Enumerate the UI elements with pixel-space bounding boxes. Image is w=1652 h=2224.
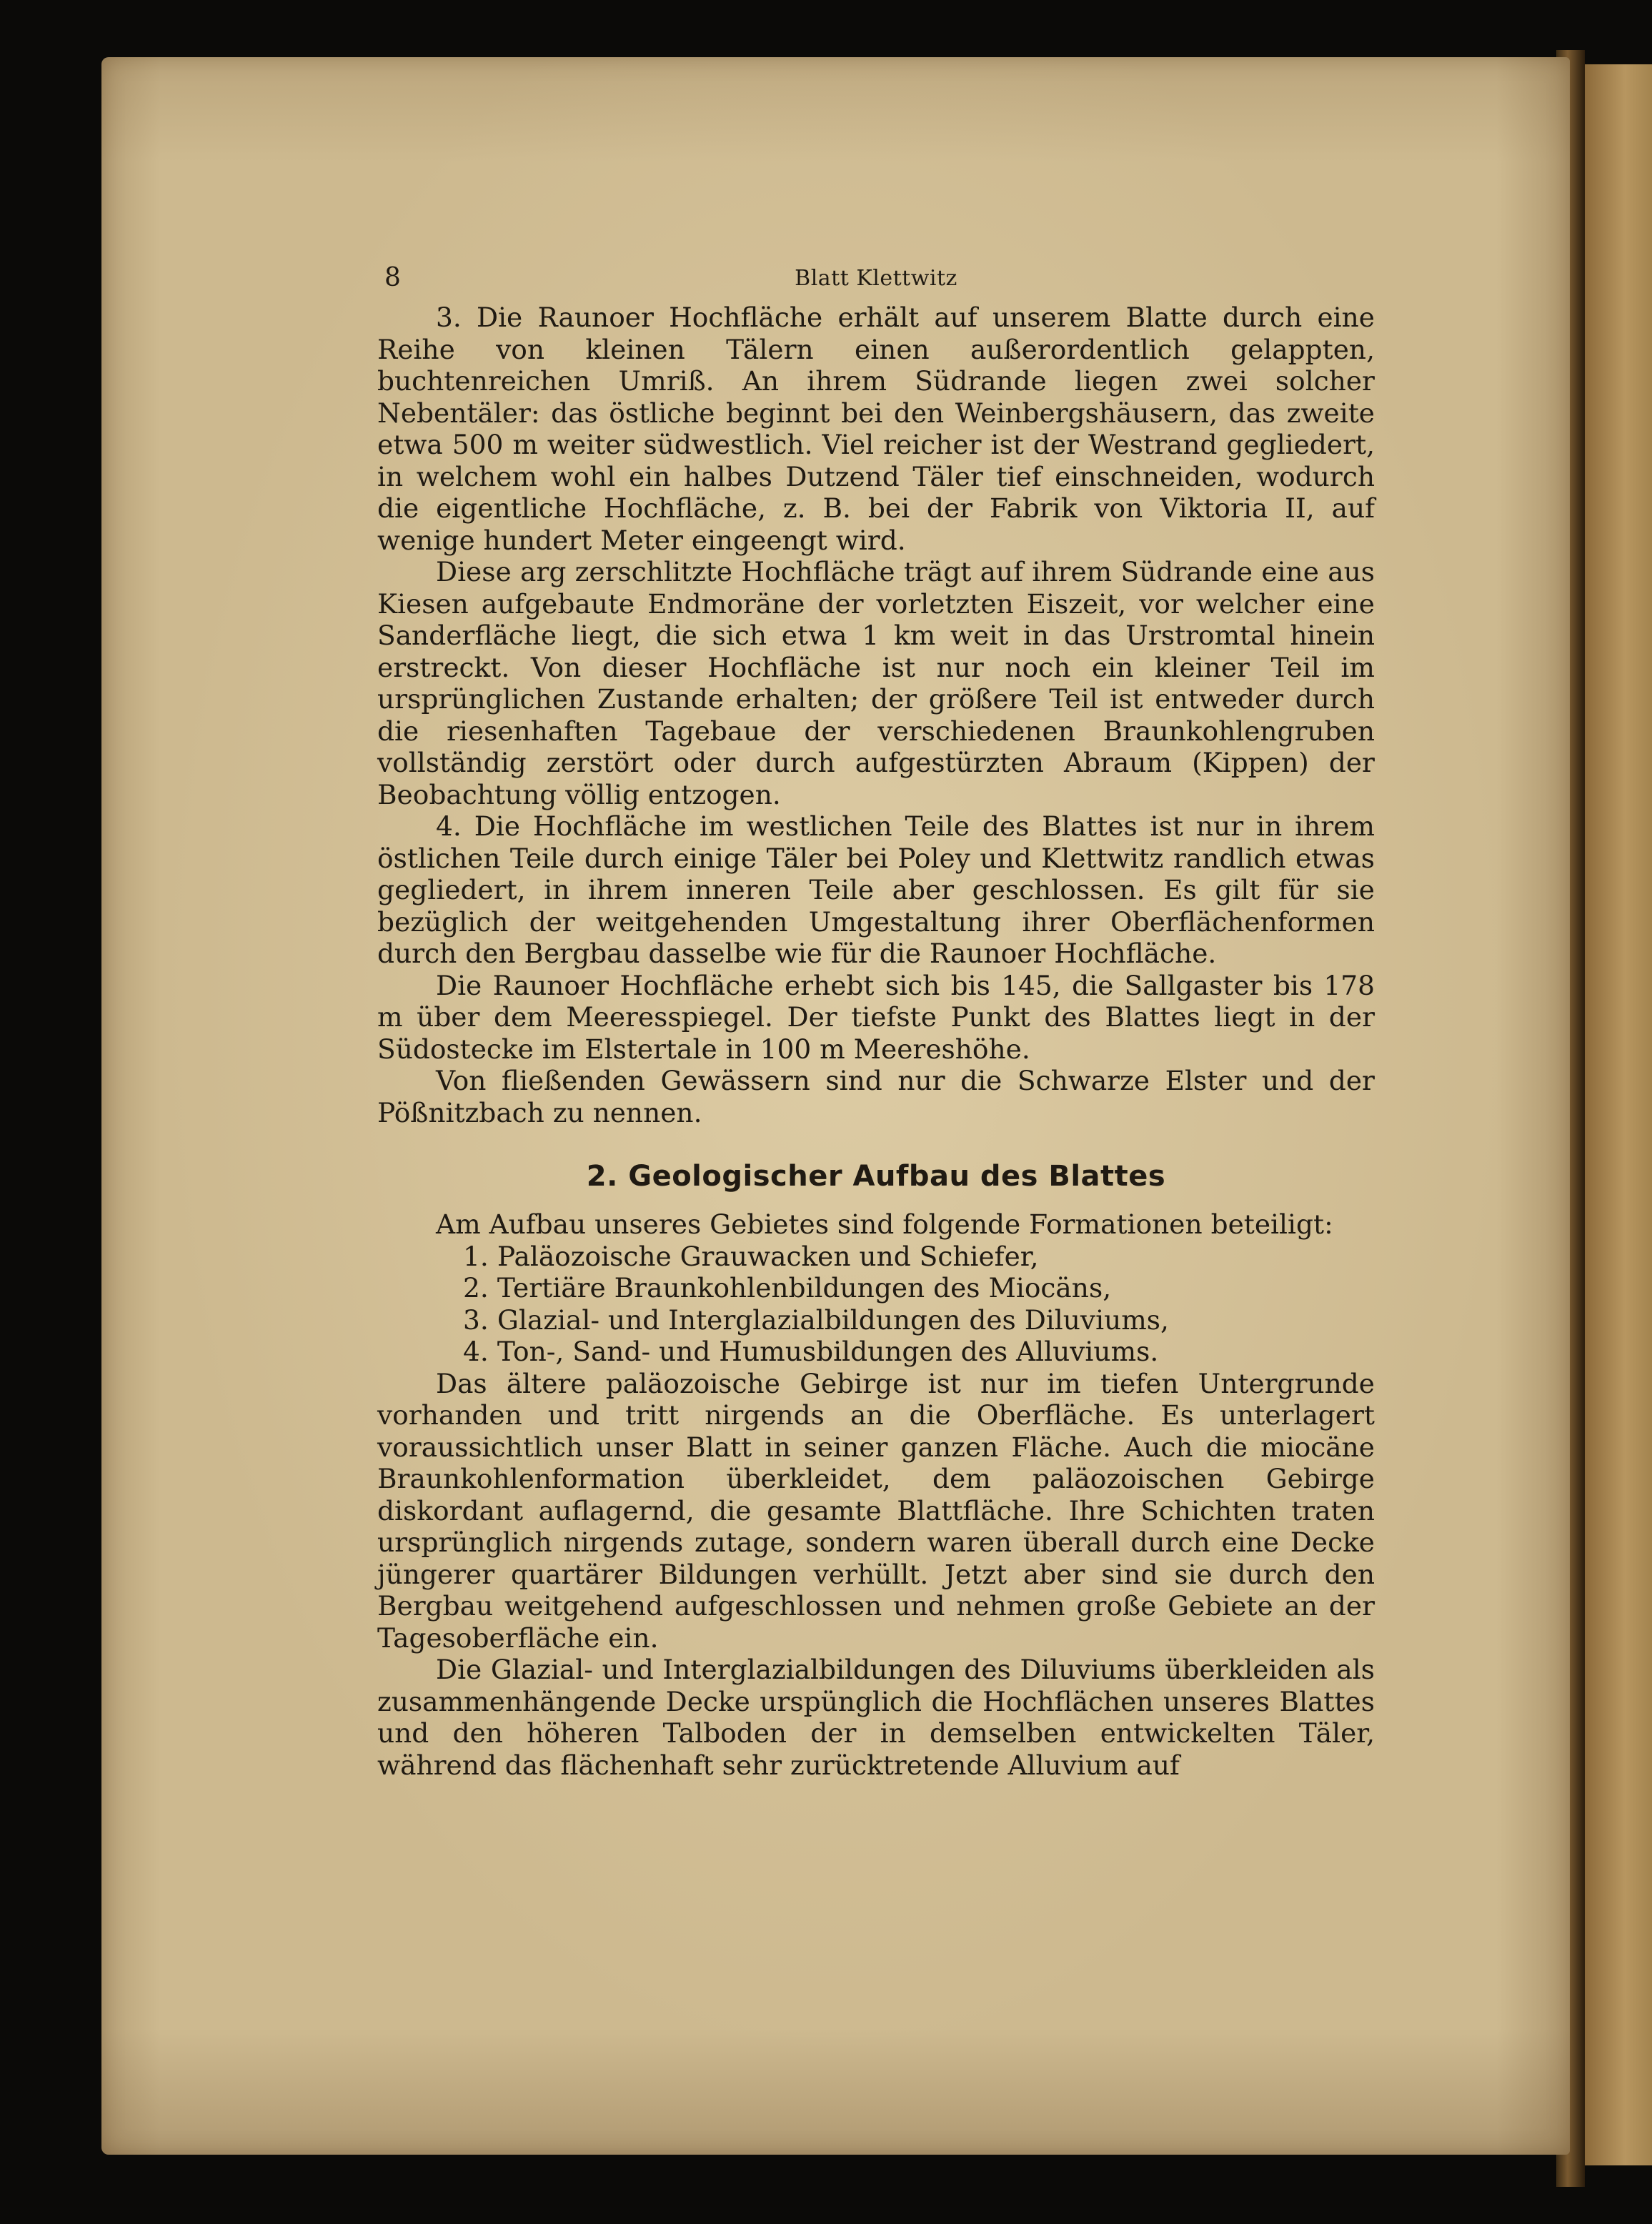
paragraph: Die Glazial- und Interglazialbildungen des Diluviums überkleiden als zusammenhängende Decke urspünglich die Hochflächen unseres Blattes und den höheren Talboden der in demselben entwickelten Täler, während das flächenhaft sehr zurücktretende Alluvium auf bbox=[377, 1654, 1375, 1781]
list-item-number: 3. bbox=[463, 1304, 489, 1336]
running-title: Blatt Klettwitz bbox=[795, 266, 957, 291]
formation-list bbox=[377, 1241, 1375, 1368]
list-intro: Am Aufbau unseres Gebietes sind folgende Formationen beteiligt: bbox=[436, 1208, 1333, 1240]
list-item-number: 2. bbox=[463, 1272, 489, 1304]
list-item bbox=[377, 1272, 1375, 1304]
list-item-text: Tertiäre Braunkohlenbildungen des Miocäns, bbox=[497, 1272, 1112, 1304]
list-item-number: 4. bbox=[463, 1336, 489, 1367]
list-item-text: Ton-, Sand- und Humusbildungen des Alluviums. bbox=[497, 1336, 1159, 1367]
list-item-number: 1. bbox=[463, 1240, 489, 1272]
page-text bbox=[377, 257, 1375, 1781]
paragraph: Das ältere paläozoische Gebirge ist nur im tiefen Untergrunde vorhanden und tritt nirgends an die Oberfläche. Es unterlagert voraussichtlich unser Blatt in seiner ganzen Fläche. Auch die miocäne Braunkohlenformation überkleidet, dem paläozoischen Gebirge diskordant auflagernd, die gesamte Blattfläche. Ihre Schichten traten ursprünglich nirgends zutage, sondern waren überall durch eine Decke jüngerer quartärer Bildungen verhüllt. Jetzt aber sind sie durch den Bergbau weitgehend aufgeschlossen und nehmen große Gebiete an der Tagesoberfläche ein. bbox=[377, 1367, 1375, 1654]
list-item bbox=[377, 1304, 1375, 1336]
list-item-text: Glazial- und Interglazialbildungen des Diluviums, bbox=[497, 1304, 1169, 1336]
paragraph: Von fließenden Gewässern sind nur die Schwarze Elster und der Pößnitzbach zu nennen. bbox=[377, 1065, 1375, 1128]
page-number: 8 bbox=[384, 263, 401, 292]
running-head bbox=[377, 257, 1375, 300]
list-item-text: Paläozoische Grauwacken und Schiefer, bbox=[497, 1240, 1039, 1272]
paragraph: 3. Die Raunoer Hochfläche erhält auf unserem Blatte durch eine Reihe von kleinen Tälern einen außerordentlich gelappten, buchtenreichen Umriß. An ihrem Südrande liegen zwei solcher Nebentäler: das östliche beginnt bei den Weinbergshäusern, das zweite etwa 500 m weiter südwestlich. Viel reicher ist der Westrand gegliedert, in welchem wohl ein halbes Dutzend Täler tief einschneiden, wodurch die eigentliche Hochfläche, z. B. bei der Fabrik von Viktoria II, auf wenige hundert Meter eingeengt wird. bbox=[377, 302, 1375, 556]
list-item bbox=[377, 1336, 1375, 1368]
paragraph: Die Raunoer Hochfläche erhebt sich bis 145, die Sallgaster bis 178 m über dem Meeresspiegel. Der tiefste Punkt des Blattes liegt in der Südostecke im Elstertale in 100 m Meereshöhe. bbox=[377, 969, 1375, 1065]
section-heading: 2. Geologischer Aufbau des Blattes bbox=[586, 1160, 1166, 1193]
paragraph: Diese arg zerschlitzte Hochfläche trägt auf ihrem Südrande eine aus Kiesen aufgebaute Endmoräne der vorletzten Eiszeit, vor welcher eine Sanderfläche liegt, die sich etwa 1 km weit in das Urstromtal hinein erstreckt. Von dieser Hochfläche ist nur noch ein kleiner Teil im ursprünglichen Zustande erhalten; der größere Teil ist entweder durch die riesenhaften Tagebaue der verschiedenen Braunkohlengruben vollständig zerstört oder durch aufgestürzten Abraum (Kippen) der Beobachtung völlig entzogen. bbox=[377, 556, 1375, 810]
paragraph: 4. Die Hochfläche im westlichen Teile des Blattes ist nur in ihrem östlichen Teile durch einige Täler bei Poley und Klettwitz randlich etwas gegliedert, in ihrem inneren Teile aber geschlossen. Es gilt für sie bezüglich der weitgehenden Umgestaltung ihrer Oberflächenformen durch den Bergbau dasselbe wie für die Raunoer Hochfläche. bbox=[377, 810, 1375, 969]
list-item bbox=[377, 1241, 1375, 1273]
adjacent-page-edge bbox=[1585, 64, 1652, 2165]
